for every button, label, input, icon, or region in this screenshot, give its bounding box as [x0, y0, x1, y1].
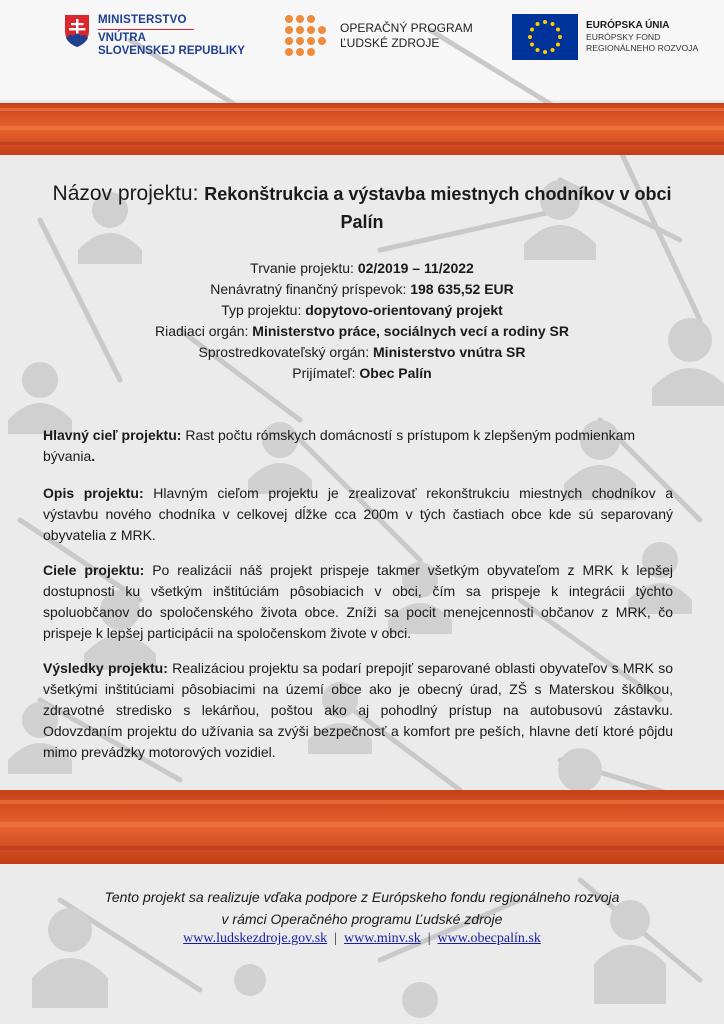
section-label: Opis projektu:	[43, 485, 144, 501]
footer-links	[30, 928, 694, 950]
section-description	[43, 483, 673, 546]
eu-fund-name	[586, 32, 698, 54]
info-value: dopytovo-orientovaný projekt	[305, 302, 503, 318]
project-title-value: Rekonštrukcia a výstavba miestnych chodníkov v obci Palín	[204, 184, 672, 232]
section-goals	[43, 560, 673, 644]
info-value: Ministerstvo vnútra SR	[373, 344, 526, 360]
eu-logo	[512, 14, 712, 62]
program-name-line1: OPERAČNÝ PROGRAM	[340, 21, 473, 35]
ministry-logo	[64, 12, 254, 62]
section-text: Rast počtu rómskych domácností s prístupom k zlepšeným podmienkam bývania	[43, 427, 636, 464]
footer-line1: Tento projekt sa realizuje vďaka podpore z Európskeho fondu regionálneho rozvoja	[104, 889, 620, 905]
section-text: Realizáciou projektu sa podarí prepojiť separované oblasti obyvateľov s MRK so všetkými inštitúciami pôsobiacimi na území obce ako je obecný úrad, ZŠ s Materskou škôlkou, zdravotné stredisko s lekárňou, poštou ako aj pohodlný prístup na autobusovú zástavku. Odovzdaním projektu do užívania sa zvýši bezpečnosť a komfort pre peších, hlavne detí ktoré pôjdu mimo prevádzky motorových vozidiel.	[43, 660, 673, 760]
info-row-intermediate-body	[30, 342, 694, 363]
info-value: 198 635,52 EUR	[410, 281, 514, 297]
section-main-goal	[43, 425, 673, 467]
info-label: Trvanie projektu:	[250, 260, 354, 276]
eu-fund-line1: EURÓPSKY FOND	[586, 32, 661, 42]
link-obecpalin[interactable]: www.obecpalín.sk	[437, 931, 541, 946]
info-row-duration	[30, 258, 694, 279]
section-text: Hlavným cieľom projektu je zrealizovať rekonštrukciu miestnych chodníkov a výstavbu nového chodníka v celkovej dĺžke cca 200m v tých častiach obce kde sú separovaný obyvatelia z MRK.	[43, 485, 673, 543]
slovak-crest-icon	[64, 14, 90, 48]
info-label: Prijímateľ:	[292, 365, 356, 381]
program-name	[340, 21, 473, 51]
ministry-name-line1: MINISTERSTVO	[98, 14, 187, 26]
info-label: Sprostredkovateľský orgán:	[198, 344, 370, 360]
footer-note	[30, 886, 694, 930]
section-label: Ciele projektu:	[43, 562, 145, 578]
link-minv[interactable]: www.minv.sk	[343, 931, 421, 946]
footer-line2: v rámci Operačného programu Ľudské zdroje	[221, 911, 503, 927]
eu-name: EURÓPSKA ÚNIA	[586, 20, 670, 31]
info-label: Riadiaci orgán:	[155, 323, 249, 339]
link-separator: |	[334, 931, 337, 946]
program-logo	[284, 14, 484, 58]
section-end: .	[91, 448, 96, 464]
info-label: Typ projektu:	[221, 302, 302, 318]
info-row-grant	[30, 279, 694, 300]
link-ludskezdroje[interactable]: www.ludskezdroje.gov.sk	[183, 931, 328, 946]
section-label: Hlavný cieľ projektu:	[43, 427, 182, 443]
info-row-type	[30, 300, 694, 321]
dots-grid-icon	[284, 14, 328, 58]
info-value: Ministerstvo práce, sociálnych vecí a rodiny SR	[252, 323, 569, 339]
program-name-line2: ĽUDSKÉ ZDROJE	[340, 36, 440, 50]
section-results	[43, 658, 673, 763]
section-text: Po realizácii náš projekt prispeje takmer všetkým obyvateľom z MRK k lepšej dostupnosti ku všetkým inštitúciám pôsobiacich v obci, čím sa prispeje k integrácii týchto spoluobčanov do spoločenského života obce. Zníži sa pocit menejcennosti občanov z MRK, čo prispeje k lepšej participácii na spoločenskom živote v obci.	[43, 562, 673, 641]
eu-fund-line2: REGIONÁLNEHO ROZVOJA	[586, 43, 699, 53]
project-info	[30, 258, 694, 384]
ministry-name-line2	[98, 32, 245, 58]
ministry-rule	[98, 29, 194, 30]
project-title	[30, 180, 694, 236]
section-label: Výsledky projektu:	[43, 660, 168, 676]
eu-flag-icon	[512, 14, 578, 60]
info-row-managing-authority	[30, 321, 694, 342]
ministry-name-republiky: SLOVENSKEJ REPUBLIKY	[98, 45, 245, 57]
info-label: Nenávratný finančný príspevok:	[210, 281, 407, 297]
info-value: Obec Palín	[359, 365, 432, 381]
link-separator: |	[427, 931, 431, 946]
info-value: 02/2019 – 11/2022	[357, 260, 474, 276]
project-title-label: Názov projektu:	[52, 182, 199, 205]
info-row-recipient	[30, 363, 694, 384]
ministry-name-vnutra: VNÚTRA	[98, 32, 146, 44]
